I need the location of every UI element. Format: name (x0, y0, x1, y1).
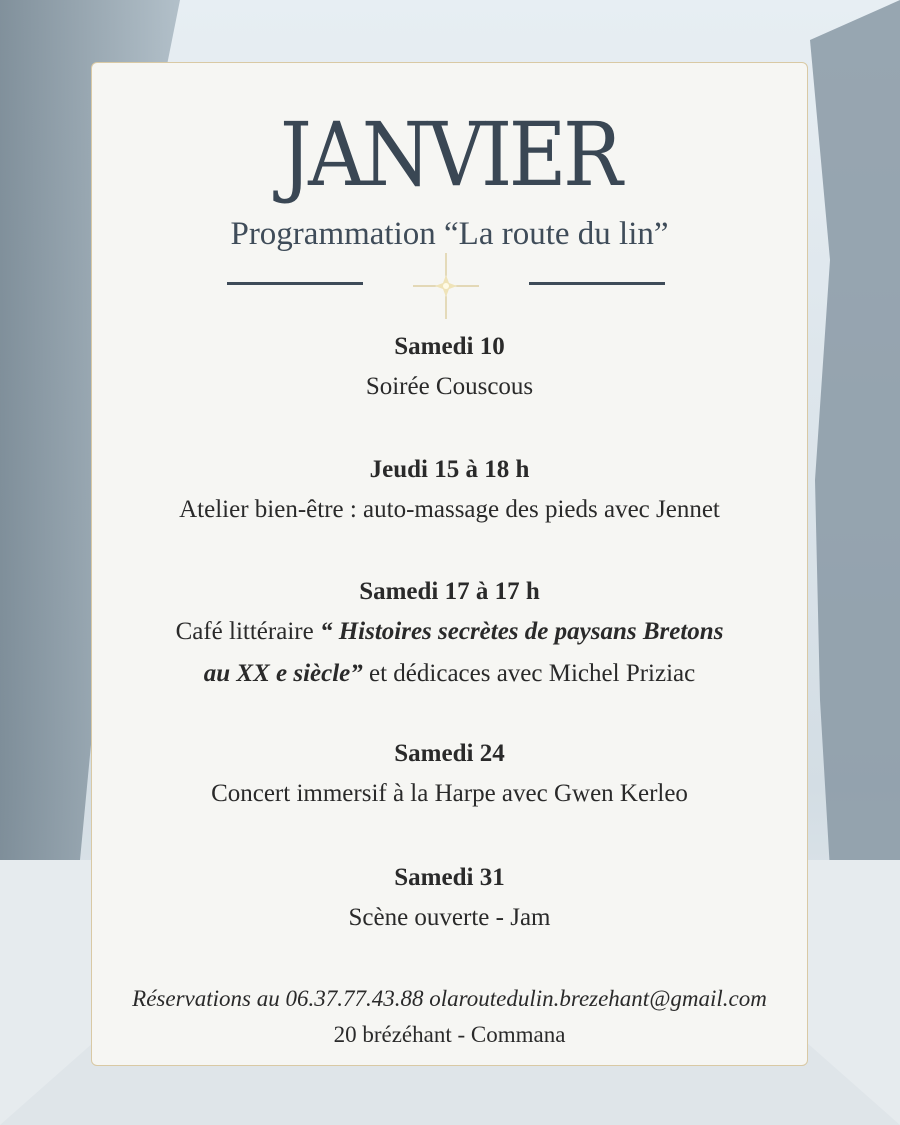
footer (92, 981, 807, 1053)
event-samedi-17 (92, 573, 807, 695)
event-samedi-31 (92, 859, 807, 939)
program-card (91, 62, 808, 1066)
event-description: Atelier bien-être : auto-massage des pieds avec Jennet (179, 496, 720, 523)
page-title: JANVIER (280, 103, 619, 206)
book-title-line1: “ Histoires secrètes de paysans Bretons (319, 618, 724, 645)
divider-right (529, 282, 665, 285)
event-description: Concert immersif à la Harpe avec Gwen Kerleo (211, 780, 688, 807)
event-date: Samedi 31 (394, 864, 505, 891)
event-date: Jeudi 15 à 18 h (369, 456, 530, 483)
event-description (92, 611, 807, 695)
event-date: Samedi 10 (394, 333, 505, 360)
event-description-prefix: Café littéraire (175, 618, 320, 645)
program-subtitle: Programmation “La route du lin” (230, 216, 669, 252)
sparkle-icon (411, 251, 481, 321)
event-date: Samedi 17 à 17 h (359, 578, 540, 605)
event-samedi-24 (92, 735, 807, 815)
event-description: Soirée Couscous (365, 373, 534, 400)
event-description-suffix: et dédicaces avec Michel Priziac (362, 660, 696, 687)
reservation-contact: Réservations au 06.37.77.43.88 olaroutedulin.brezehant@gmail.com (132, 986, 767, 1011)
event-samedi-10 (92, 328, 807, 408)
event-jeudi-15 (92, 451, 807, 531)
address: 20 brézéhant - Commana (333, 1022, 566, 1047)
book-title-line2: au XX e siècle” (203, 660, 363, 687)
event-date: Samedi 24 (394, 740, 505, 767)
divider-left (227, 282, 363, 285)
event-description: Scène ouverte - Jam (348, 904, 551, 931)
